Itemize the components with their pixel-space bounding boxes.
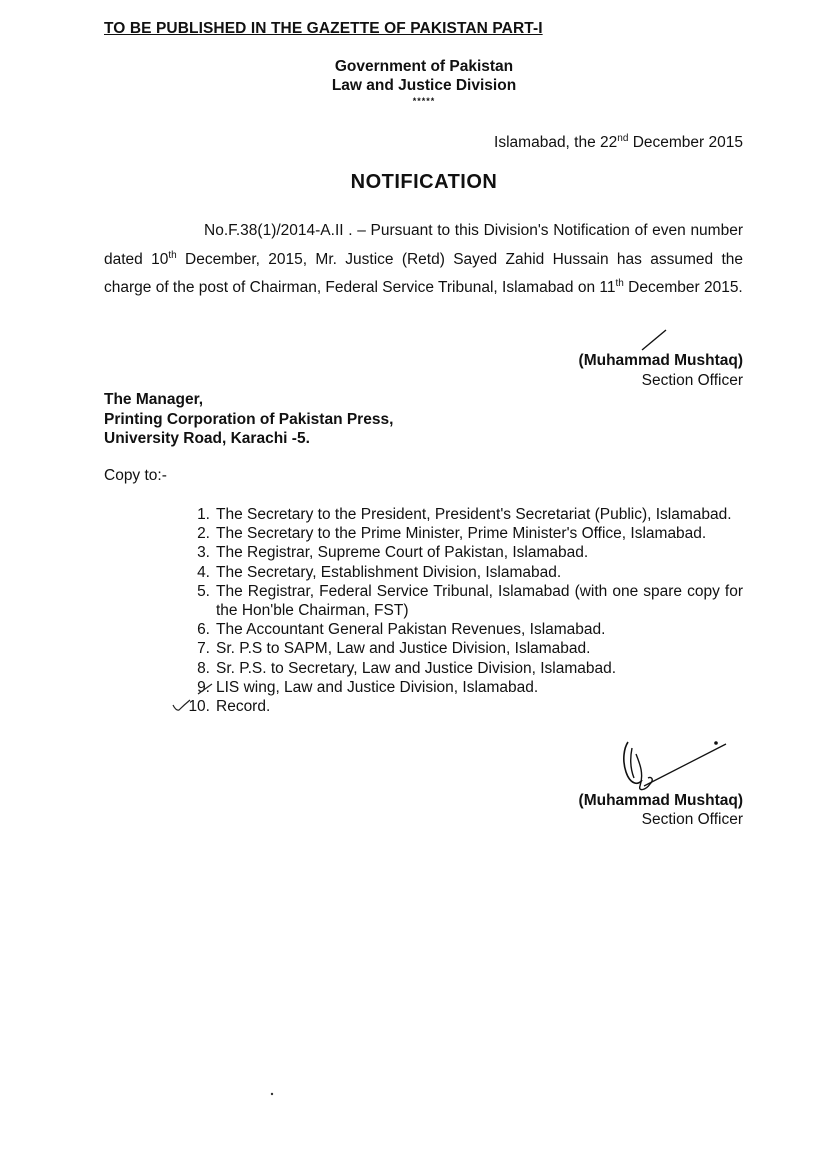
body-part-2: December, 2015, Mr. Justice (Retd) Sayed Zahid Hussain has assumed the charge of the post of Chairman, Federal Service Tribunal, Islamabad on 11: [104, 250, 743, 296]
copy-list-number: 9.: [197, 678, 210, 696]
copy-list-text: Record.: [216, 698, 271, 716]
copy-list-item: [178, 524, 743, 543]
body-part-3: December 2015.: [623, 279, 743, 296]
copy-list-item: [178, 582, 743, 620]
copy-list-item: [178, 697, 743, 716]
copy-list-text: The Secretary, Establishment Division, Islamabad.: [216, 563, 562, 581]
copy-list-number: 8.: [197, 659, 210, 677]
signature-stroke-1: [640, 328, 670, 352]
heading-stars: *****: [412, 96, 436, 106]
copy-list-item: [178, 505, 743, 524]
copy-list-item: [178, 659, 743, 678]
signatory-title-2: Section Officer: [641, 811, 743, 828]
copy-list-item: [178, 620, 743, 639]
notification-body: [104, 217, 743, 303]
division-heading: Law and Justice Division: [331, 77, 517, 94]
addressee-line-2: Printing Corporation of Pakistan Press,: [104, 410, 394, 428]
copy-list-text: The Secretary to the President, President's Secretariat (Public), Islamabad.: [216, 506, 732, 523]
gazette-heading: TO BE PUBLISHED IN THE GAZETTE OF PAKISTAN PART-I: [104, 20, 543, 37]
signatory-title-1: Section Officer: [641, 372, 743, 389]
copy-list-text: Sr. P.S. to Secretary, Law and Justice Division, Islamabad.: [216, 659, 617, 677]
scan-speck: [270, 1092, 274, 1096]
signatory-name-1: (Muhammad Mushtaq): [578, 352, 743, 369]
copy-list-number: 2.: [197, 525, 210, 543]
government-heading: Government of Pakistan: [334, 58, 514, 75]
copy-list-text: The Registrar, Federal Service Tribunal, Islamabad (with one spare copy for the Hon'ble Chairman, FST): [216, 582, 743, 620]
pen-stroke-mark: [196, 682, 216, 696]
dateline-prefix: Islamabad, the 22: [494, 134, 618, 151]
dateline-suffix: December 2015: [628, 134, 743, 151]
copy-list-item: [178, 678, 743, 697]
copy-list-text: The Registrar, Supreme Court of Pakistan, Islamabad.: [216, 544, 589, 562]
addressee-line-1: The Manager,: [104, 391, 204, 408]
copy-list-item: [178, 639, 743, 658]
body-sup-2: th: [615, 278, 624, 289]
copy-list-item: [178, 543, 743, 562]
copy-list-number: 7.: [197, 640, 210, 658]
copy-list-number: 6.: [197, 621, 210, 639]
copy-list-item: [178, 563, 743, 582]
copy-list-text: The Accountant General Pakistan Revenues, Islamabad.: [216, 621, 606, 639]
addressee-block: [104, 390, 393, 449]
copy-to-label: Copy to:-: [104, 467, 167, 484]
copy-list-number: 5.: [197, 582, 210, 600]
body-part-1: No.F.38(1)/2014-A.II . – Pursuant to this Division's Notification of even number dated 10: [104, 222, 743, 268]
copy-list-text: LIS wing, Law and Justice Division, Islamabad.: [216, 678, 539, 696]
dateline-sup: nd: [617, 133, 629, 144]
copy-list-number: 10.: [188, 698, 210, 716]
copy-list-number: 1.: [197, 506, 210, 523]
copy-list-number: 4.: [197, 563, 210, 581]
copy-list: [178, 505, 743, 716]
copy-list-number: 3.: [197, 544, 210, 562]
copy-list-text: Sr. P.S to SAPM, Law and Justice Division, Islamabad.: [216, 640, 591, 658]
copy-list-text: The Secretary to the Prime Minister, Prime Minister's Office, Islamabad.: [216, 525, 707, 543]
handwritten-signature: [600, 734, 740, 800]
notification-title: NOTIFICATION: [350, 171, 498, 193]
addressee-line-3: University Road, Karachi -5.: [104, 430, 310, 447]
signatory-name-2: (Muhammad Mushtaq): [578, 792, 743, 809]
tick-mark: [172, 699, 192, 713]
dateline: [494, 134, 743, 152]
body-sup-1: th: [168, 249, 177, 261]
